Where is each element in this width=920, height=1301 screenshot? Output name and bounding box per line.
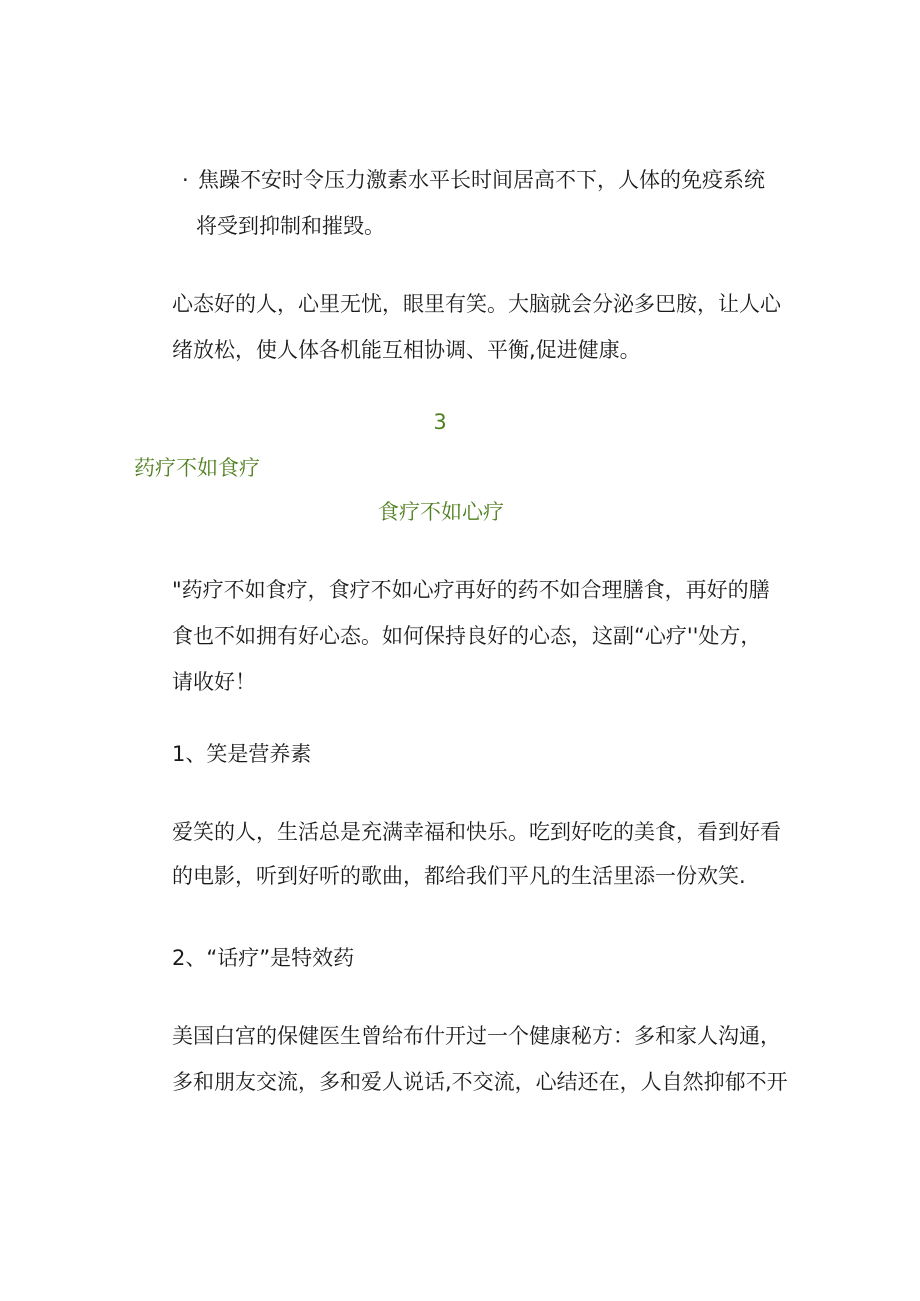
item-2-heading: 2、“话疗”是特效药 (172, 946, 355, 970)
intro-paragraph-line-3: 请收好！ (172, 670, 256, 694)
item-1-line-2: 的电影，听到好听的歌曲，都给我们平凡的生活里添一份欢笑. (172, 864, 746, 888)
intro-paragraph-line-1: "药疗不如食疗，食疗不如心疗再好的药不如合理膳食，再好的膳 (172, 578, 770, 602)
item-1-heading: 1、笑是营养素 (172, 742, 312, 766)
mindset-paragraph-line-1: 心态好的人，心里无忧，眼里有笑。大脑就会分泌多巴胺，让人心 (172, 292, 781, 316)
item-2-line-2: 多和朋友交流，多和爱人说话,不交流，心结还在，人自然抑郁不开 (172, 1070, 788, 1094)
mindset-paragraph-line-2: 绪放松，使人体各机能互相协调、平衡,促进健康。 (172, 338, 641, 362)
bullet-marker: · (182, 168, 189, 192)
bullet-line-1: 焦躁不安时令压力激素水平长时间居高不下，人体的免疫系统 (198, 168, 765, 192)
item-2-line-1: 美国白宫的保健医生曾给布什开过一个健康秘方：多和家人沟通， (172, 1024, 781, 1048)
intro-paragraph-line-2: 食也不如拥有好心态。如何保持良好的心态，这副“心疗''处方， (172, 624, 762, 648)
item-1-line-1: 爱笑的人，生活总是充满幸福和快乐。吃到好吃的美食，看到好看 (172, 820, 781, 844)
bullet-line-2: 将受到抑制和摧毁。 (196, 214, 385, 238)
section-title-left: 药疗不如食疗 (134, 456, 260, 480)
section-title-center: 食疗不如心疗 (378, 500, 504, 524)
section-number: 3 (433, 410, 447, 434)
